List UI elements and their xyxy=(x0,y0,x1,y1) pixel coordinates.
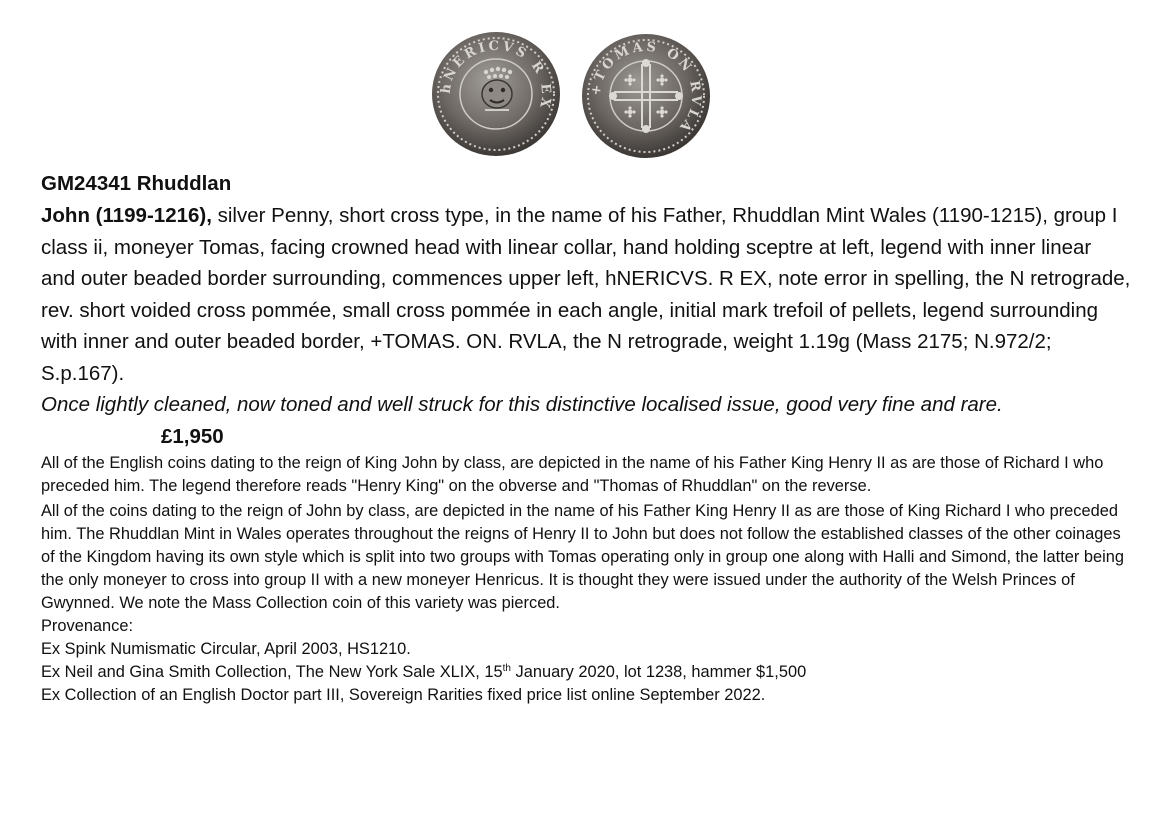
notes-paragraph-1: All of the English coins dating to the reign of King John by class, are depicted in the name of his Father King Henry II as are those of Richard I who preceded him. The legend therefore reads "Henry King" on the obverse and "Thomas of Rhuddlan" on the reverse. xyxy=(41,454,1104,495)
provenance-line-3: Ex Collection of an English Doctor part III, Sovereign Rarities fixed price list online September 2022. xyxy=(41,686,766,704)
coin-obverse-image xyxy=(430,30,562,158)
lot-price: £1,950 xyxy=(161,424,224,448)
provenance-line-2 xyxy=(41,661,1131,684)
notes-paragraph-2: All of the coins dating to the reign of John by class, are depicted in the name of his Father King Henry II as are those of King Richard I who preceded him. The Rhuddlan Mint in Wales operates throughout the reigns of Henry II to John but does not follow the established classes of the other coinages of the Kingdom having its own style which is split into two groups with Tomas operating only in group one along with Halli and Simond, the latter being the only moneyer to cross into group II with a new moneyer Henricus. It is thought they were issued under the authority of the Welsh Princes of Gwynned. We note the Mass Collection coin of this variety was pierced. xyxy=(41,502,1124,612)
provenance-heading: Provenance: xyxy=(41,617,134,635)
obverse-legend-text: hNERICVS R EX xyxy=(438,38,554,112)
provenance-line-2-start: Ex Neil and Gina Smith Collection, The New York Sale XLIX, 15 xyxy=(41,663,503,681)
lot-condition xyxy=(41,389,1131,452)
lot-text xyxy=(41,168,1131,707)
reverse-legend-text: +TOMAS ON RVLA xyxy=(588,39,704,137)
lot-title: GM24341 Rhuddlan xyxy=(41,172,232,195)
condition-text: Once lightly cleaned, now toned and well struck for this distinctive localised issue, good very fine and rare. xyxy=(41,393,1003,416)
lot-ruler: John (1199-1216), xyxy=(41,204,212,227)
coin-reverse-image xyxy=(580,32,712,160)
lot-description xyxy=(41,200,1131,389)
coin-images xyxy=(430,30,720,162)
provenance-line-1: Ex Spink Numismatic Circular, April 2003, HS1210. xyxy=(41,640,411,658)
ordinal-suffix: th xyxy=(502,663,511,674)
lot-description-text: silver Penny, short cross type, in the name of his Father, Rhuddlan Mint Wales (1190-1215), group I class ii, moneyer Tomas, facing crowned head with linear collar, hand holding sceptre at left, legend with inner linear and outer beaded border surrounding, commences upper left, hNERICVS. R EX, note error in spelling, the N retrograde, rev. short voided cross pommée, small cross pommée in each angle, initial mark trefoil of pellets, legend surrounding with inner and outer beaded border, +TOMAS. ON. RVLA, the N retrograde, weight 1.19g (Mass 2175; N.972/2; S.p.167). xyxy=(41,204,1131,385)
provenance-line-2-end: January 2020, lot 1238, hammer $1,500 xyxy=(510,663,807,681)
